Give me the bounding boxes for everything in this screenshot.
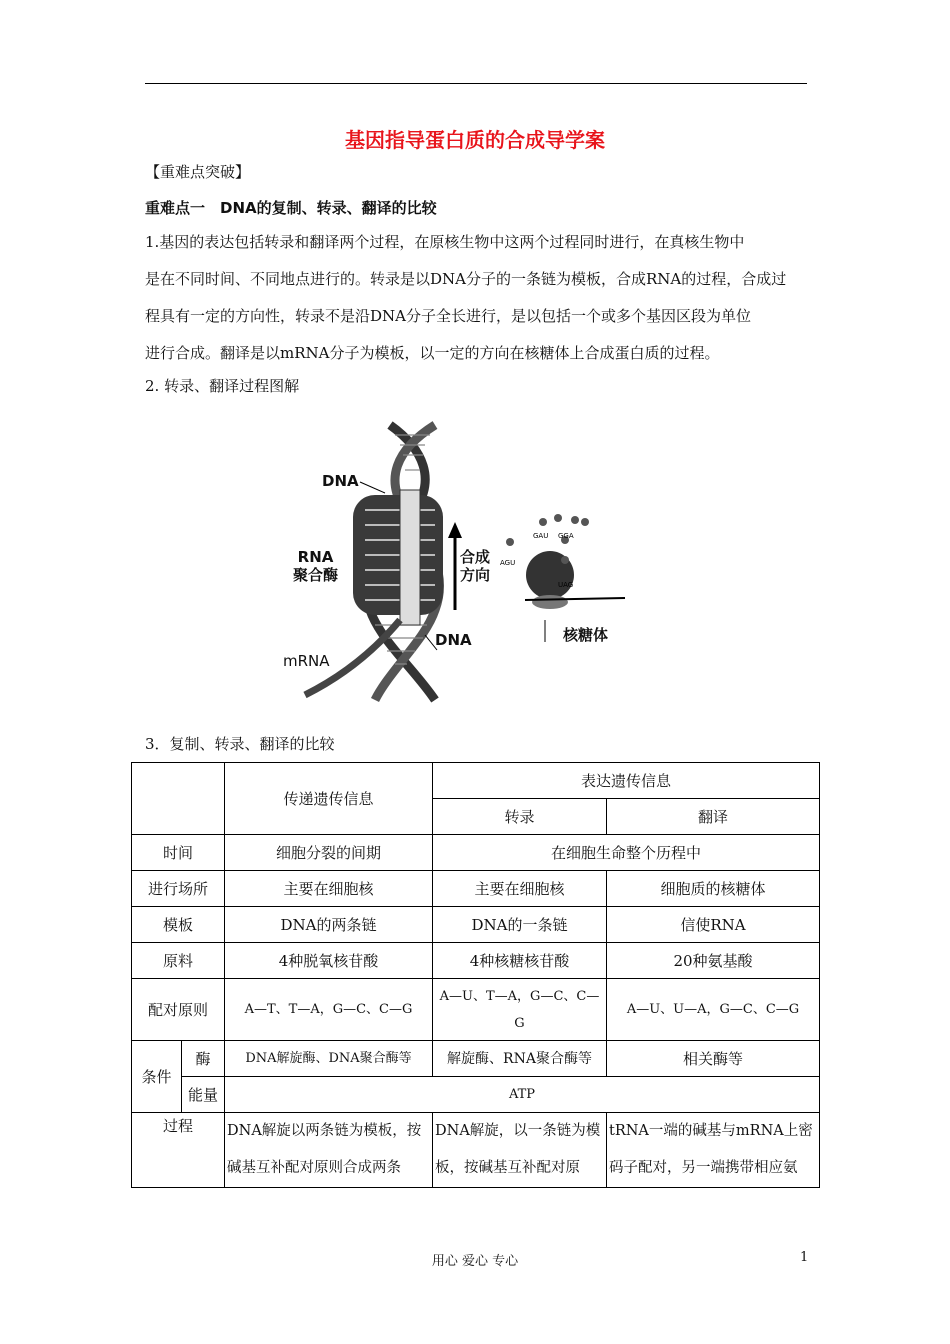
dna-template-strand: [400, 490, 420, 625]
direction-label: 合成 方向: [460, 548, 491, 584]
row-label-site: 进行场所: [132, 871, 225, 907]
header-transmit: 传递遗传信息: [225, 763, 433, 835]
dna-label-pointer: [360, 482, 385, 493]
pairing-transcription: A—U、T—A，G—C、C—G: [433, 979, 607, 1041]
direction-arrow-head: [448, 522, 462, 538]
rna-polymerase-label: RNA 聚合酶: [293, 548, 339, 584]
material-replication: 4种脱氧核苷酸: [225, 943, 433, 979]
row-label-enzyme: 酶: [182, 1041, 225, 1077]
enzyme-replication: DNA解旋酶、DNA聚合酶等: [225, 1041, 433, 1077]
codon-label: GGA: [558, 532, 574, 540]
site-replication: 主要在细胞核: [225, 871, 433, 907]
header-rule: [145, 83, 807, 84]
document-title: 基因指导蛋白质的合成导学案: [345, 128, 605, 152]
page-footer: 用心 爱心 专心: [431, 1254, 519, 1269]
enzyme-translation: 相关酶等: [607, 1041, 820, 1077]
time-replication: 细胞分裂的间期: [225, 835, 433, 871]
site-transcription: 主要在细胞核: [433, 871, 607, 907]
pairing-replication: A—T、T—A，G—C、C—G: [225, 979, 433, 1041]
header-translation: 翻译: [607, 799, 820, 835]
table-corner-cell: [132, 763, 225, 835]
ribosome-subunit: [532, 595, 568, 609]
header-express: 表达遗传信息: [433, 763, 820, 799]
process-replication: DNA解旋以两条链为模板，按碱基互补配对原则合成两条: [225, 1113, 433, 1188]
paragraph-line: 进行合成。翻译是以mRNA分子为模板，以一定的方向在核糖体上合成蛋白质的过程。: [145, 344, 720, 362]
row-label-material: 原料: [132, 943, 225, 979]
mrna-label: mRNA: [283, 652, 330, 670]
paragraph-line: 1.基因的表达包括转录和翻译两个过程，在原核生物中这两个过程同时进行，在真核生物中: [145, 233, 745, 251]
row-label-time: 时间: [132, 835, 225, 871]
material-translation: 20种氨基酸: [607, 943, 820, 979]
row-label-process: 过程: [132, 1113, 225, 1188]
subheading: 重难点一 DNA的复制、转录、翻译的比较: [145, 199, 437, 217]
item-3-heading: 3．复制、转录、翻译的比较: [145, 735, 335, 753]
template-transcription: DNA的一条链: [433, 907, 607, 943]
transcription-translation-figure: [275, 410, 635, 710]
codon-label: GAU: [533, 532, 549, 540]
material-transcription: 4种核糖核苷酸: [433, 943, 607, 979]
codon-label: UAG: [558, 581, 574, 589]
item-2-heading: 2. 转录、翻译过程图解: [145, 377, 300, 395]
pairing-translation: A—U、U—A，G—C、C—G: [607, 979, 820, 1041]
dna-label-bottom: DNA: [435, 631, 472, 649]
comparison-table: [131, 762, 820, 1188]
header-transcription: 转录: [433, 799, 607, 835]
codon-label: AGU: [500, 559, 516, 567]
site-translation: 细胞质的核糖体: [607, 871, 820, 907]
row-label-condition: 条件: [132, 1041, 182, 1113]
paragraph-line: 程具有一定的方向性，转录不是沿DNA分子全长进行，是以包括一个或多个基因区段为单位: [145, 307, 751, 325]
template-translation: 信使RNA: [607, 907, 820, 943]
enzyme-transcription: 解旋酶、RNA聚合酶等: [433, 1041, 607, 1077]
section-heading: 【重难点突破】: [145, 163, 251, 181]
dna-label-top: DNA: [322, 472, 359, 490]
time-expression: 在细胞生命整个历程中: [433, 835, 820, 871]
template-replication: DNA的两条链: [225, 907, 433, 943]
ribosome-label: 核糖体: [563, 626, 609, 644]
row-label-template: 模板: [132, 907, 225, 943]
paragraph-1: [145, 224, 810, 372]
energy-value: ATP: [225, 1077, 820, 1113]
row-label-energy: 能量: [182, 1077, 225, 1113]
process-translation: tRNA一端的碱基与mRNA上密码子配对，另一端携带相应氨: [607, 1113, 820, 1188]
page-number: 1: [800, 1250, 809, 1265]
paragraph-line: 是在不同时间、不同地点进行的。转录是以DNA分子的一条链为模板，合成RNA的过程，合成过: [145, 270, 787, 288]
process-transcription: DNA解旋，以一条链为模板，按碱基互补配对原: [433, 1113, 607, 1188]
row-label-pairing: 配对原则: [132, 979, 225, 1041]
